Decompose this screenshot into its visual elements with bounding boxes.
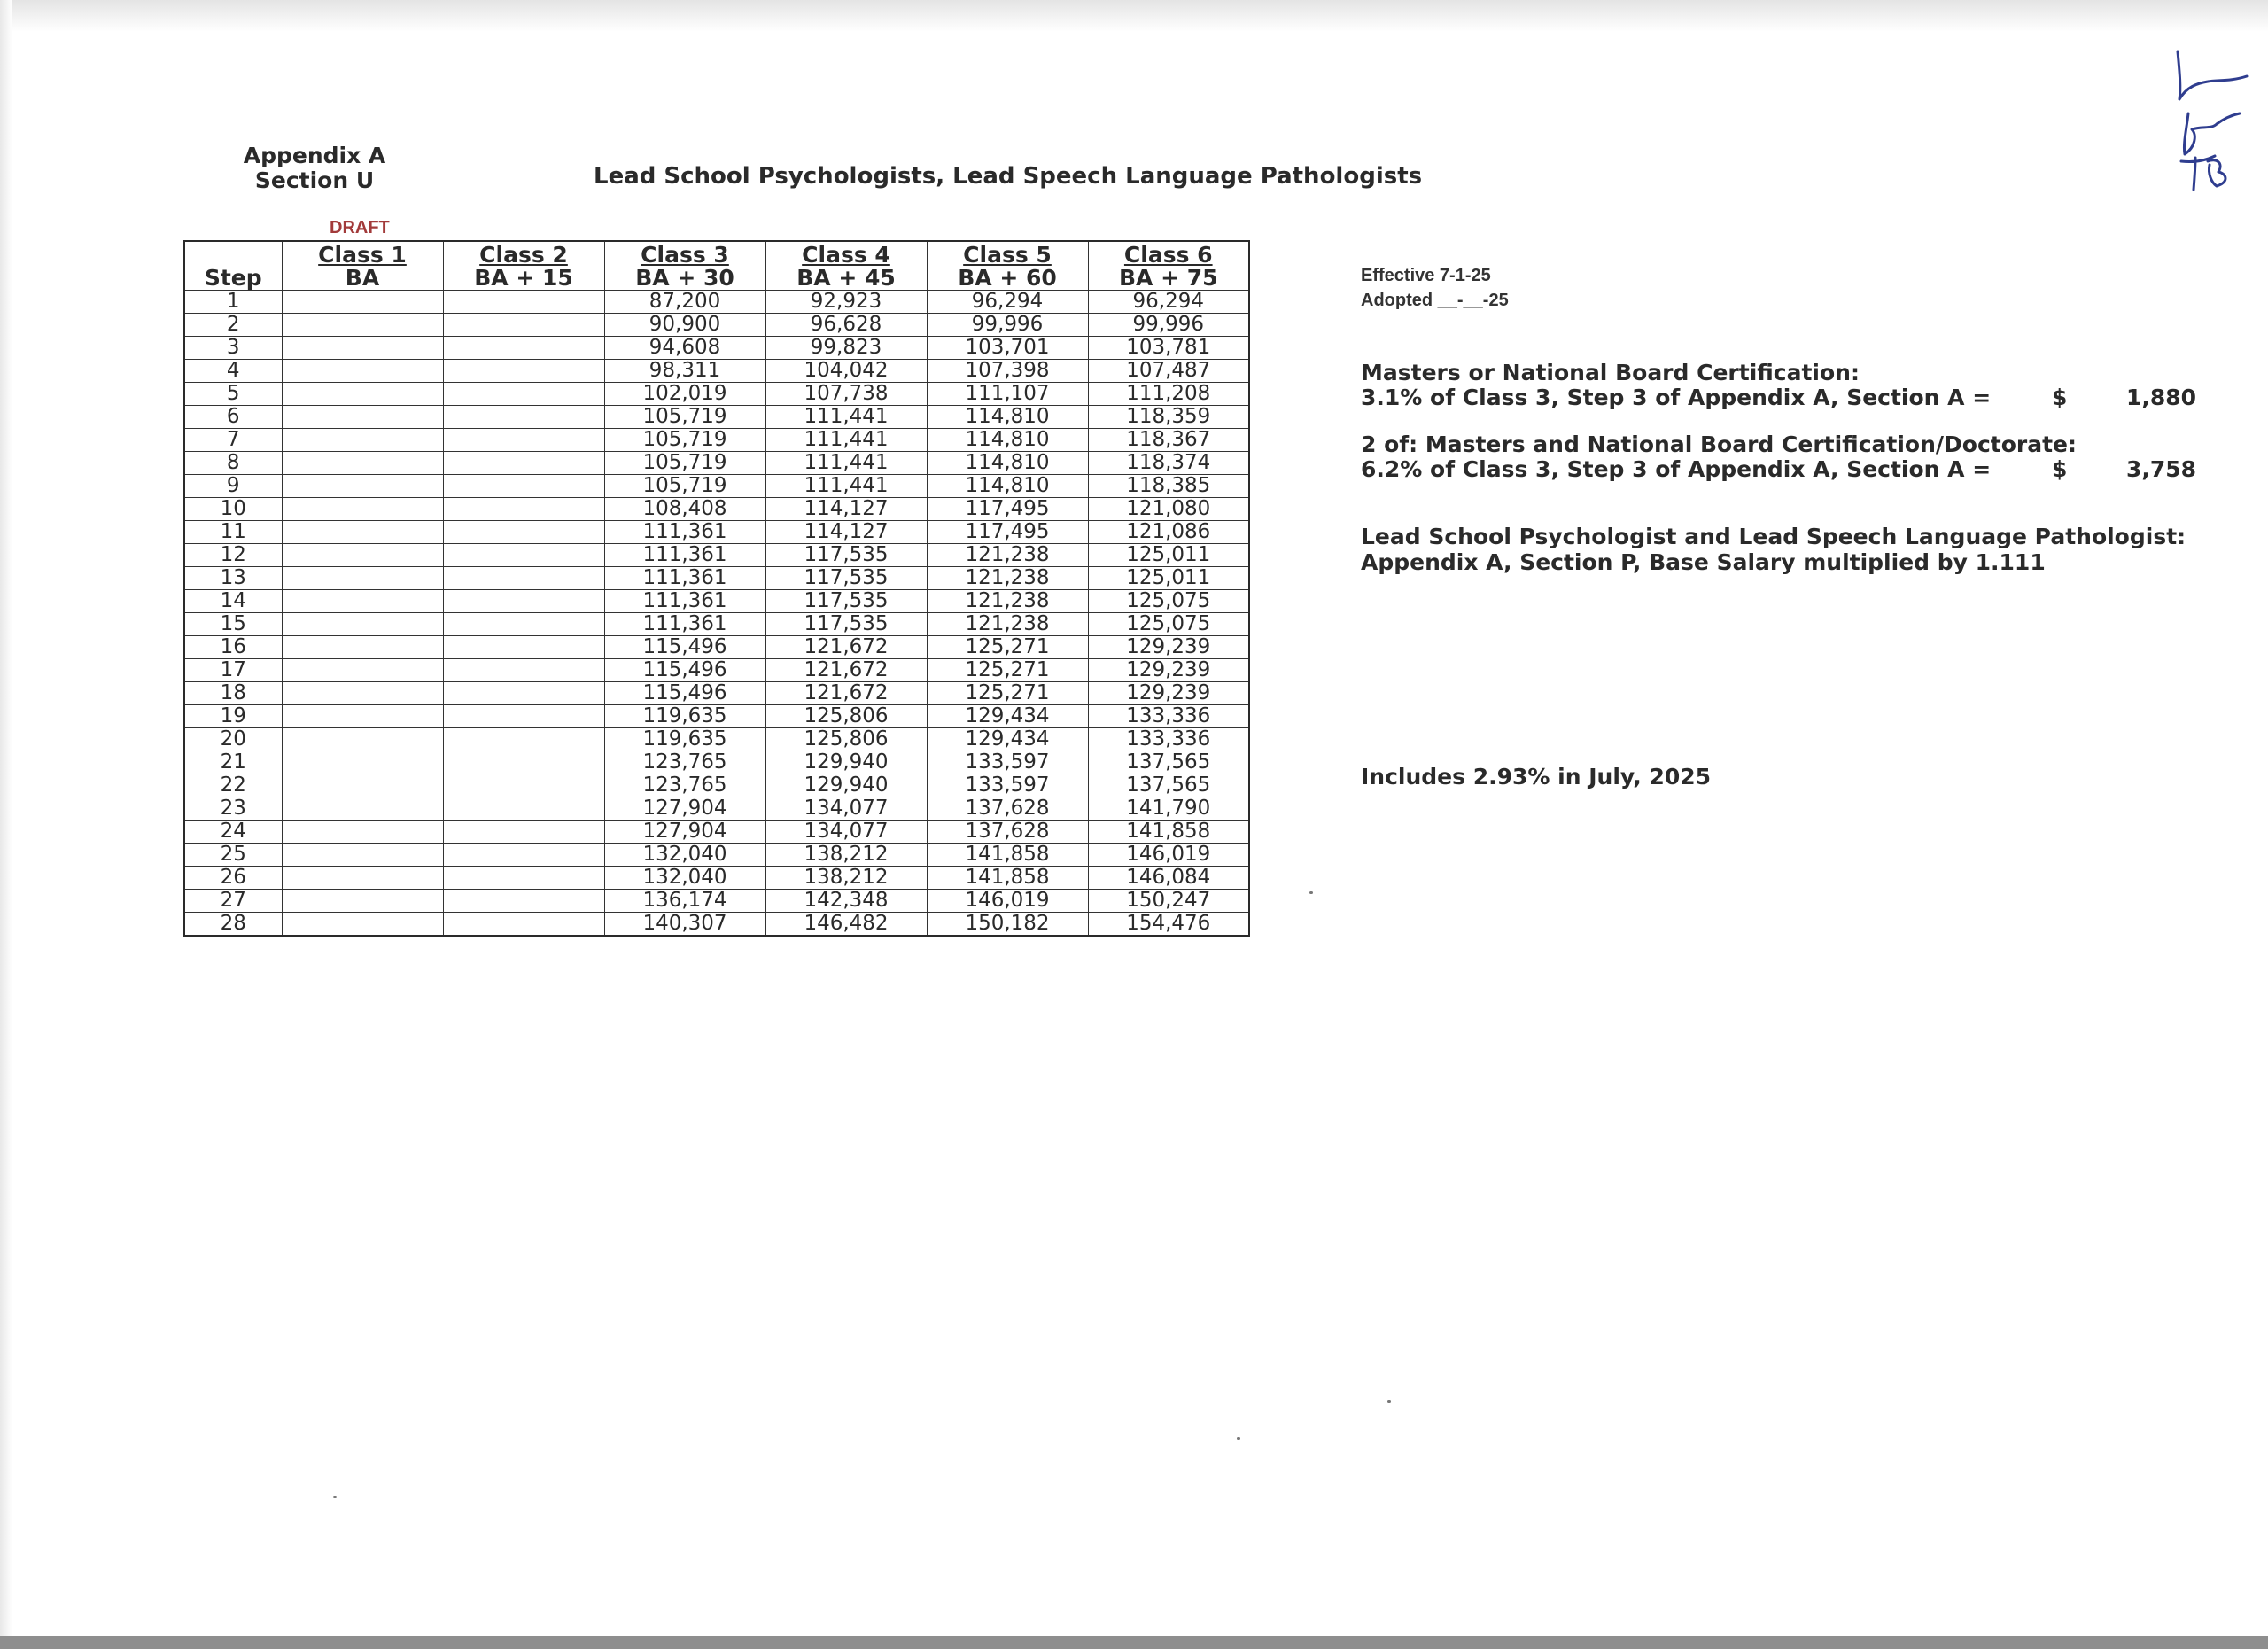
scan-bottom-edge [0,1636,2268,1649]
initial-stroke [2181,156,2225,190]
salary-cell: 140,307 [604,913,765,937]
salary-cell: 111,441 [765,452,927,475]
salary-cell: 115,496 [604,682,765,705]
salary-cell: 111,441 [765,429,927,452]
salary-cell: 134,077 [765,797,927,821]
salary-cell: 133,597 [927,774,1088,797]
two-of-dollar-sign: $ [2052,456,2068,482]
lead-rule-title: Lead School Psychologist and Lead Speech Language Pathologist: [1361,524,2186,549]
salary-cell: 111,107 [927,383,1088,406]
salary-cell: 102,019 [604,383,765,406]
salary-cell: 141,790 [1088,797,1249,821]
salary-cell: 99,823 [765,337,927,360]
masters-dollar-sign: $ [2052,385,2068,410]
scan-left-shadow [0,0,12,1649]
salary-cell: 127,904 [604,821,765,844]
salary-cell [443,590,604,613]
salary-cell [443,913,604,937]
salary-cell: 87,200 [604,291,765,314]
salary-cell: 129,940 [765,751,927,774]
salary-cell: 129,239 [1088,659,1249,682]
step-cell: 28 [184,913,282,937]
salary-cell [443,890,604,913]
table-row [184,867,1249,890]
adopted-date: Adopted __-__-25 [1361,291,1509,310]
salary-cell: 133,336 [1088,728,1249,751]
table-row [184,821,1249,844]
salary-cell: 125,806 [765,705,927,728]
step-cell: 1 [184,291,282,314]
salary-cell [282,728,443,751]
salary-cell: 117,535 [765,544,927,567]
table-row [184,613,1249,636]
step-cell: 4 [184,360,282,383]
table-header-row [184,241,1249,291]
salary-cell [443,728,604,751]
salary-cell [443,705,604,728]
salary-cell: 114,810 [927,406,1088,429]
salary-cell [282,406,443,429]
table-row [184,728,1249,751]
salary-cell: 129,239 [1088,682,1249,705]
salary-cell: 154,476 [1088,913,1249,937]
salary-cell: 111,361 [604,544,765,567]
salary-cell [443,544,604,567]
appendix-label [213,144,416,193]
salary-cell: 119,635 [604,705,765,728]
appendix-line: Appendix A [243,143,386,168]
table-row [184,291,1249,314]
salary-cell: 125,271 [927,682,1088,705]
salary-cell [443,821,604,844]
step-cell: 21 [184,751,282,774]
table-row [184,544,1249,567]
salary-cell: 137,565 [1088,774,1249,797]
salary-cell: 138,212 [765,844,927,867]
salary-cell: 121,238 [927,613,1088,636]
salary-cell: 117,535 [765,613,927,636]
salary-cell: 94,608 [604,337,765,360]
two-of-amount: 3,758 [2126,456,2197,482]
step-cell: 20 [184,728,282,751]
step-column-header: Step [184,241,282,291]
salary-cell: 119,635 [604,728,765,751]
step-cell: 24 [184,821,282,844]
salary-cell: 150,182 [927,913,1088,937]
salary-cell [282,544,443,567]
salary-cell: 105,719 [604,429,765,452]
salary-cell [282,659,443,682]
step-cell: 11 [184,521,282,544]
increase-note: Includes 2.93% in July, 2025 [1361,764,1712,789]
salary-cell [282,613,443,636]
salary-cell: 125,011 [1088,567,1249,590]
salary-cell [282,567,443,590]
salary-cell: 103,781 [1088,337,1249,360]
salary-cell: 111,361 [604,521,765,544]
salary-cell [443,774,604,797]
salary-cell: 114,810 [927,475,1088,498]
salary-cell [282,337,443,360]
salary-cell: 99,996 [1088,314,1249,337]
table-row [184,774,1249,797]
step-cell: 13 [184,567,282,590]
salary-cell: 146,019 [927,890,1088,913]
salary-cell: 125,271 [927,659,1088,682]
salary-schedule-table [183,240,1250,937]
salary-cell: 133,336 [1088,705,1249,728]
salary-cell: 141,858 [927,867,1088,890]
salary-cell: 137,628 [927,821,1088,844]
class-column-header: Class 6 BA + 75 [1088,241,1249,291]
salary-cell [282,429,443,452]
step-cell: 3 [184,337,282,360]
salary-cell: 136,174 [604,890,765,913]
salary-cell: 107,738 [765,383,927,406]
salary-cell: 105,719 [604,452,765,475]
salary-cell: 125,806 [765,728,927,751]
salary-cell [282,360,443,383]
salary-cell: 111,441 [765,406,927,429]
scan-top-shadow [0,0,2268,32]
two-of-stipend-formula: 6.2% of Class 3, Step 3 of Appendix A, Section A = [1361,456,1992,482]
salary-cell: 118,374 [1088,452,1249,475]
salary-cell: 121,080 [1088,498,1249,521]
salary-cell: 121,672 [765,659,927,682]
table-body [184,291,1249,937]
masters-amount: 1,880 [2126,385,2197,410]
salary-cell: 137,628 [927,797,1088,821]
salary-cell: 115,496 [604,636,765,659]
salary-cell [282,521,443,544]
salary-cell: 133,597 [927,751,1088,774]
step-cell: 10 [184,498,282,521]
table-row [184,475,1249,498]
salary-cell [282,682,443,705]
class-column-header: Class 5 BA + 60 [927,241,1088,291]
salary-cell: 96,294 [927,291,1088,314]
table-row [184,498,1249,521]
salary-cell: 121,672 [765,682,927,705]
table-row [184,890,1249,913]
salary-cell: 129,434 [927,728,1088,751]
salary-cell: 125,011 [1088,544,1249,567]
salary-cell: 125,075 [1088,613,1249,636]
step-cell: 19 [184,705,282,728]
salary-cell [443,291,604,314]
salary-cell: 142,348 [765,890,927,913]
salary-cell: 117,535 [765,567,927,590]
salary-cell: 141,858 [1088,821,1249,844]
salary-cell [282,291,443,314]
salary-cell: 118,367 [1088,429,1249,452]
salary-cell [443,383,604,406]
salary-cell [282,314,443,337]
salary-cell: 132,040 [604,867,765,890]
salary-cell: 98,311 [604,360,765,383]
salary-cell: 121,238 [927,567,1088,590]
table-row [184,383,1249,406]
salary-cell: 129,239 [1088,636,1249,659]
two-of-stipend-title: 2 of: Masters and National Board Certification/Doctorate: [1361,432,2077,457]
salary-cell: 141,858 [927,844,1088,867]
salary-cell [443,452,604,475]
salary-cell: 125,075 [1088,590,1249,613]
salary-cell [443,498,604,521]
step-cell: 16 [184,636,282,659]
lead-rule-formula: Appendix A, Section P, Base Salary multiplied by 1.111 [1361,549,2046,575]
step-cell: 27 [184,890,282,913]
salary-cell [282,383,443,406]
salary-cell: 123,765 [604,774,765,797]
salary-cell: 111,361 [604,567,765,590]
salary-cell: 117,495 [927,521,1088,544]
salary-cell: 121,238 [927,544,1088,567]
salary-cell: 111,208 [1088,383,1249,406]
step-cell: 15 [184,613,282,636]
salary-cell [443,406,604,429]
salary-cell: 108,408 [604,498,765,521]
salary-cell: 118,385 [1088,475,1249,498]
salary-cell [282,890,443,913]
salary-cell [443,567,604,590]
table-row [184,406,1249,429]
table-row [184,913,1249,937]
salary-cell: 105,719 [604,475,765,498]
step-cell: 14 [184,590,282,613]
salary-cell [443,797,604,821]
salary-cell [443,659,604,682]
salary-cell [443,429,604,452]
table-row [184,705,1249,728]
salary-cell: 132,040 [604,844,765,867]
step-cell: 25 [184,844,282,867]
salary-cell: 146,084 [1088,867,1249,890]
section-line: Section U [254,167,375,193]
class-column-header: Class 4 BA + 45 [765,241,927,291]
salary-cell: 96,294 [1088,291,1249,314]
draft-stamp: DRAFT [330,218,390,237]
salary-cell [282,913,443,937]
masters-stipend-title: Masters or National Board Certification: [1361,360,1860,385]
salary-cell: 137,565 [1088,751,1249,774]
salary-cell: 96,628 [765,314,927,337]
salary-cell [282,751,443,774]
step-cell: 6 [184,406,282,429]
salary-cell: 107,398 [927,360,1088,383]
salary-cell [443,867,604,890]
salary-cell: 146,482 [765,913,927,937]
step-cell: 18 [184,682,282,705]
salary-cell: 103,701 [927,337,1088,360]
salary-cell: 114,127 [765,498,927,521]
salary-cell: 127,904 [604,797,765,821]
salary-cell [443,475,604,498]
table-row [184,452,1249,475]
step-cell: 23 [184,797,282,821]
salary-cell: 117,495 [927,498,1088,521]
salary-cell [282,498,443,521]
salary-cell: 118,359 [1088,406,1249,429]
salary-cell [443,844,604,867]
table-row [184,567,1249,590]
initial-stroke [2184,113,2240,154]
table-row [184,797,1249,821]
salary-cell [443,360,604,383]
salary-cell: 134,077 [765,821,927,844]
table-row [184,659,1249,682]
step-cell: 12 [184,544,282,567]
initial-stroke [2178,51,2247,99]
salary-cell [282,867,443,890]
salary-cell [282,475,443,498]
salary-cell [282,821,443,844]
salary-cell: 125,271 [927,636,1088,659]
step-cell: 9 [184,475,282,498]
salary-cell: 111,361 [604,613,765,636]
salary-cell: 146,019 [1088,844,1249,867]
salary-cell [282,797,443,821]
salary-cell [443,613,604,636]
salary-cell [282,590,443,613]
salary-cell: 115,496 [604,659,765,682]
salary-cell [282,636,443,659]
salary-cell: 138,212 [765,867,927,890]
salary-cell [443,751,604,774]
step-cell: 26 [184,867,282,890]
salary-cell [443,314,604,337]
table-row [184,521,1249,544]
salary-cell: 99,996 [927,314,1088,337]
salary-cell: 92,923 [765,291,927,314]
step-cell: 17 [184,659,282,682]
salary-cell [443,682,604,705]
class-column-header: Class 2 BA + 15 [443,241,604,291]
salary-cell [282,705,443,728]
salary-cell [443,521,604,544]
table-row [184,682,1249,705]
class-column-header: Class 1 BA [282,241,443,291]
salary-cell: 129,940 [765,774,927,797]
page-title: Lead School Psychologists, Lead Speech Language Pathologists [594,163,1423,190]
class-column-header: Class 3 BA + 30 [604,241,765,291]
salary-cell: 90,900 [604,314,765,337]
salary-cell: 123,765 [604,751,765,774]
salary-cell: 114,810 [927,429,1088,452]
salary-cell: 107,487 [1088,360,1249,383]
masters-stipend-formula: 3.1% of Class 3, Step 3 of Appendix A, Section A = [1361,385,1992,410]
table-row [184,337,1249,360]
salary-cell [443,636,604,659]
table-row [184,314,1249,337]
step-cell: 8 [184,452,282,475]
table-row [184,844,1249,867]
step-cell: 7 [184,429,282,452]
salary-cell: 117,535 [765,590,927,613]
step-cell: 5 [184,383,282,406]
table-row [184,360,1249,383]
table-row [184,751,1249,774]
salary-cell [443,337,604,360]
salary-cell: 104,042 [765,360,927,383]
salary-cell: 114,127 [765,521,927,544]
salary-cell [282,452,443,475]
salary-cell: 105,719 [604,406,765,429]
salary-cell [282,844,443,867]
salary-cell: 111,361 [604,590,765,613]
handwritten-initials [2162,44,2259,204]
salary-cell: 150,247 [1088,890,1249,913]
step-cell: 2 [184,314,282,337]
effective-date: Effective 7-1-25 [1361,266,1491,285]
salary-cell: 129,434 [927,705,1088,728]
step-cell: 22 [184,774,282,797]
salary-cell: 121,238 [927,590,1088,613]
salary-cell: 114,810 [927,452,1088,475]
salary-cell: 121,086 [1088,521,1249,544]
table-row [184,590,1249,613]
salary-cell: 121,672 [765,636,927,659]
salary-cell: 111,441 [765,475,927,498]
table-row [184,429,1249,452]
salary-cell [282,774,443,797]
table-row [184,636,1249,659]
